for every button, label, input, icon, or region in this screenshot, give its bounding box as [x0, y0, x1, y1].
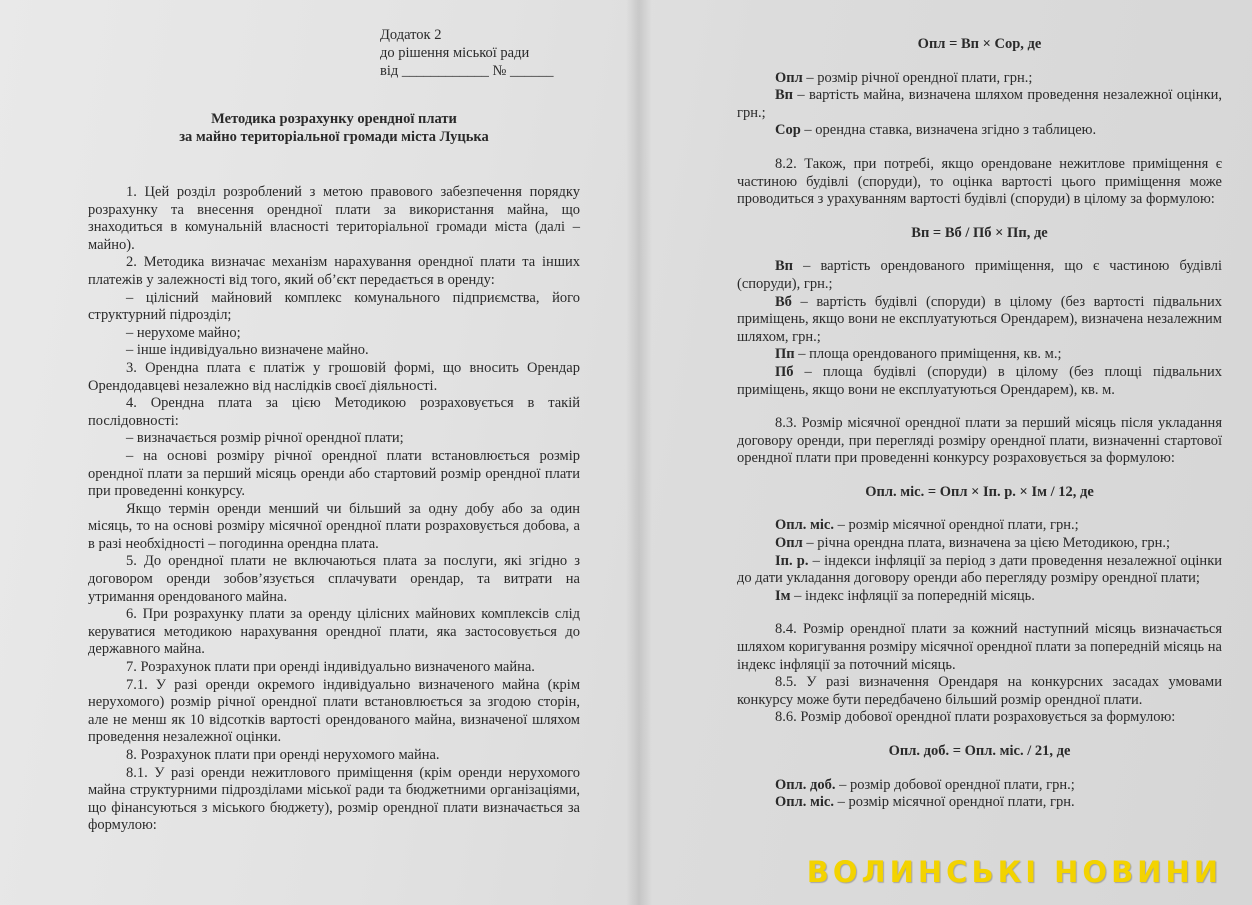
definition-text: – розмір місячної орендної плати, грн.	[833, 794, 1075, 811]
definition-text: – розмір місячної орендної плати, грн.;	[833, 517, 1079, 534]
annex-header	[380, 26, 580, 80]
paragraph-4: 4. Орендна плата за цією Методикою розраховується в такій послідовності:	[88, 395, 580, 429]
definition-text: – площа будівлі (споруди) в цілому (без площі підвальних приміщень, якщо вони не експлуатуються Орендарем), кв. м.	[737, 363, 1222, 398]
right-page	[640, 0, 1252, 905]
definition-symbol: Вп	[775, 87, 794, 104]
definition-symbol: Вб	[775, 293, 792, 310]
watermark-logo: ВОЛИНСЬКІ НОВИНИ	[806, 855, 1222, 889]
paragraph-8-3: 8.3. Розмір місячної орендної плати за перший місяць після укладання договору оренди, при перегляді розміру орендної плати, визначенні стартової орендної плати при проведенні конкурсу розраховується за формулою:	[737, 415, 1222, 467]
definition-symbol: Вп	[775, 258, 794, 275]
definitions-4	[737, 777, 1222, 812]
definition-text: – площа орендованого приміщення, кв. м.;	[794, 346, 1062, 363]
title-line-1: Методика розрахунку орендної плати	[211, 111, 457, 127]
definitions-1	[737, 70, 1222, 140]
definition-symbol: Іп. р.	[775, 552, 809, 569]
definition-text: – розмір добової орендної плати, грн.;	[835, 776, 1075, 793]
paragraph-2: 2. Методика визначає механізм нарахування орендної плати та інших платежів у залежності від того, який об’єкт передається в оренду:	[88, 254, 580, 288]
paragraph-8-1: 8.1. У разі оренди нежитлового приміщення (крім оренди нерухомого майна структурними підрозділами міської ради та бюджетними організаціями, що фінансуються з міського бюджету), розмір орендної плати визначається за формулою:	[88, 764, 580, 834]
list-item: – цілісний майновий комплекс комунального підприємства, його структурний підрозділ;	[88, 289, 580, 324]
definition-symbol: Опл. доб.	[775, 776, 836, 793]
document-title	[88, 110, 580, 146]
definition	[737, 364, 1222, 399]
paragraph-8-5: 8.5. У разі визначення Орендаря на конкурсних засадах умовами конкурсу може бути передбачено більший розмір орендної плати.	[737, 674, 1222, 708]
definition-symbol: Пб	[775, 363, 794, 380]
definition-symbol: Пп	[775, 346, 795, 363]
list-item: – визначається розмір річної орендної плати;	[126, 430, 404, 447]
list-item: – інше індивідуально визначене майно.	[126, 342, 369, 359]
formula-daily-rent: Опл. доб. = Опл. міс. / 21, де	[888, 743, 1071, 759]
definition-text: – індекси інфляції за період з дати проведення незалежної оцінки до дати укладання договору оренди або перегляду розміру орендної плати;	[737, 552, 1222, 587]
definition	[737, 87, 1222, 122]
annex-line-1: Додаток 2	[380, 27, 442, 43]
definition-symbol: Сор	[775, 122, 801, 139]
paragraph-8: 8. Розрахунок плати при оренді нерухомого майна.	[126, 747, 440, 763]
definition	[737, 258, 1222, 293]
definition	[737, 517, 1222, 535]
paragraph-3: 3. Орендна плата є платіж у грошовій формі, що вносить Орендар Орендодавцеві незалежно від наслідків своєї діяльності.	[88, 359, 580, 394]
formula-annual-rent: Опл = Вп × Сор, де	[917, 36, 1042, 52]
definition	[737, 777, 1222, 795]
definition	[737, 346, 1222, 364]
paragraph-8-2: 8.2. Також, при потребі, якщо орендоване нежитлове приміщення є частиною будівлі (споруди), то оцінка вартості цього приміщення може проводиться з урахуванням вартості будівлі (споруди) в цілому за формулою:	[737, 155, 1222, 208]
definition-text: – індекс інфляції за попередній місяць.	[790, 587, 1035, 604]
definition-symbol: Ім	[775, 587, 791, 604]
paragraph-5: 5. До орендної плати не включаються плата за послуги, які згідно з договором оренди зобов’язується сплачувати орендар, та витрати на утримання орендованого майна.	[88, 553, 580, 605]
definition-text: – вартість майна, визначена шляхом проведення незалежної оцінки, грн.;	[737, 87, 1222, 121]
definition-text: – орендна ставка, визначена згідно з таблицею.	[800, 122, 1097, 139]
definition-text: – вартість будівлі (споруди) в цілому (без вартості підвальних приміщень, якщо вони не експлуатуються Орендарем), визначена незалежним шляхом, грн.;	[737, 293, 1222, 345]
definition	[737, 794, 1222, 812]
paragraph-8-6: 8.6. Розмір добової орендної плати розраховується за формулою:	[775, 709, 1176, 726]
paragraph-term: Якщо термін оренди менший чи більший за одну добу або за один місяць, то на основі розміру місячної орендної плати розраховується добова, а в разі необхідності – погодинна орендна плата.	[88, 500, 580, 552]
annex-line-2: до рішення міської ради	[380, 45, 530, 61]
definition	[737, 588, 1222, 606]
annex-line-3: від ____________ № ______	[380, 63, 554, 79]
definition-symbol: Опл	[775, 535, 803, 552]
list-item: – нерухоме майно;	[126, 324, 241, 341]
definition	[737, 70, 1222, 88]
list-item: – на основі розміру річної орендної плати встановлюється розмір орендної плати за перший місяць оренди або стартовий розмір орендної плати при проведенні конкурсу.	[88, 447, 580, 500]
definition	[737, 553, 1222, 588]
definition-symbol: Опл. міс.	[775, 517, 834, 534]
definition-symbol: Опл	[775, 69, 803, 86]
definition-text: – розмір річної орендної плати, грн.;	[802, 69, 1033, 86]
paragraph-7-1: 7.1. У разі оренди окремого індивідуально визначеного майна (крім нерухомого) розмір річної орендної плати встановлюється за згодою сторін, але не менш як 10 відсотків вартості орендованого майна, визначеної шляхом проведення незалежної оцінки.	[88, 676, 580, 746]
definition	[737, 535, 1222, 553]
definition	[737, 122, 1222, 140]
paragraph-8-4: 8.4. Розмір орендної плати за кожний наступний місяць визначається шляхом коригування розміру місячної орендної плати за попередній місяць на індекс інфляції за поточний місяць.	[737, 621, 1222, 673]
formula-monthly-rent: Опл. міс. = Опл × Іп. р. × Ім / 12, де	[865, 483, 1094, 500]
paragraph-1: 1. Цей розділ розроблений з метою правового забезпечення порядку розрахунку та внесення орендної плати за використання майна, що знаходиться в комунальній власності територіальної громади міста (далі – майно).	[88, 184, 580, 253]
title-line-2: за майно територіальної громади міста Луцька	[179, 129, 489, 145]
definition-text: – річна орендна плата, визначена за цією Методикою, грн.;	[802, 535, 1171, 552]
paragraph-7: 7. Розрахунок плати при оренді індивідуально визначеного майна.	[126, 659, 535, 676]
definition-symbol: Опл. міс.	[775, 794, 834, 811]
definition-text: – вартість орендованого приміщення, що є частиною будівлі (споруди), грн.;	[737, 258, 1222, 292]
definition	[737, 294, 1222, 347]
definitions-2	[737, 258, 1222, 399]
paragraph-6: 6. При розрахунку плати за оренду цілісних майнових комплексів слід керуватися методикою нарахування орендної плати, яка застосовується до державного майна.	[88, 606, 580, 658]
definitions-3	[737, 517, 1222, 605]
formula-premises-value: Вп = Вб / Пб × Пп, де	[911, 224, 1048, 241]
